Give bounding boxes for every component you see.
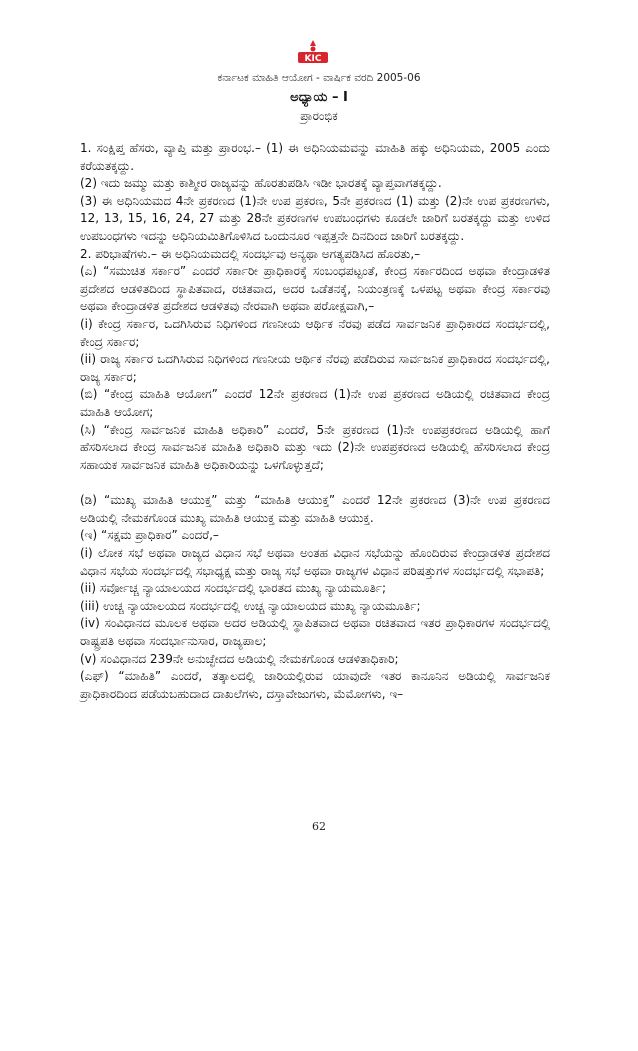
- clause-1-2-extent: (2) ಇದು ಜಮ್ಮು ಮತ್ತು ಕಾಶ್ಮೀರ ರಾಜ್ಯವನ್ನು ಹೊರತುಪಡಿಸಿ ಇಡೀ ಭಾರತಕ್ಕೆ ವ್ಯಾಪ್ತವಾಗತಕ್ಕದ್ದು.: [80, 176, 442, 191]
- clause-1-short-title: 1. ಸಂಕ್ಷಿಪ್ತ ಹೆಸರು, ವ್ಯಾಪ್ತಿ ಮತ್ತು ಪ್ರಾರಂಭ.– (1) ಈ ಅಧಿನಿಯಮವನ್ನು ಮಾಹಿತಿ ಹಕ್ಕು ಅಧಿನಿಯಮ, 2005 ಎಂದು ಕರೆಯತಕ್ಕದ್ದು.: [80, 141, 550, 173]
- definition-a: (ಎ) “ಸಮುಚಿತ ಸರ್ಕಾರ” ಎಂದರೆ ಸರ್ಕಾರೀ ಪ್ರಾಧಿಕಾರಕ್ಕೆ ಸಂಬಂಧಪಟ್ಟಂತೆ, ಕೇಂದ್ರ ಸರ್ಕಾರದಿಂದ ಅಥವಾ ಕೇಂದ್ರಾಡಳಿತ ಪ್ರದೇಶದ ಆಡಳಿತದಿಂದ ಸ್ಥಾಪಿತವಾದ, ರಚಿತವಾದ, ಅದರ ಒಡೆತನಕ್ಕೆ, ನಿಯಂತ್ರಣಕ್ಕೆ ಒಳಪಟ್ಟ ಅಥವಾ ಕೇಂದ್ರ ಸರ್ಕಾರವು ಅಥವಾ ಕೇಂದ್ರಾಡಳಿತ ಪ್ರದೇಶದ ಆಡಳಿತವು ನೇರವಾಗಿ ಅಥವಾ ಪರೋಕ್ಷವಾಗಿ,–: [80, 264, 550, 314]
- section-title: ಪ್ರಾರಂಭಿಕ: [300, 109, 338, 123]
- kic-logo: [293, 38, 333, 66]
- running-header: ಕರ್ನಾಟಕ ಮಾಹಿತಿ ಆಯೋಗ - ವಾರ್ಷಿಕ ವರದಿ 2005-06: [217, 72, 421, 84]
- logo-flame: [310, 40, 316, 46]
- page-number: 62: [312, 820, 326, 833]
- clause-1-3-commencement: (3) ಈ ಅಧಿನಿಯಮದ 4ನೇ ಪ್ರಕರಣದ (1)ನೇ ಉಪ ಪ್ರಕರಣ, 5ನೇ ಪ್ರಕರಣದ (1) ಮತ್ತು (2)ನೇ ಉಪ ಪ್ರಕರಣಗಳು, 12, 13, 15, 16, 24, 27 ಮತ್ತು 28ನೇ ಪ್ರಕರಣಗಳ ಉಪಬಂಧಗಳು ಕೂಡಲೇ ಜಾರಿಗೆ ಬರತಕ್ಕದ್ದು ಮತ್ತು ಉಳಿದ ಉಪಬಂಧಗಳು ಇದನ್ನು ಅಧಿನಿಯಮಿತಿಗೊಳಿಸಿದ ಒಂದುನೂರ ಇಪ್ಪತ್ತನೇ ದಿನದಿಂದ ಜಾರಿಗೆ ಬರತಕ್ಕದ್ದು.: [80, 193, 550, 243]
- paragraph-gap: [80, 474, 550, 492]
- clause-2-definitions: 2. ಪರಿಭಾಷೆಗಳು.– ಈ ಅಧಿನಿಯಮದಲ್ಲಿ ಸಂದರ್ಭವು ಅನ್ಯಥಾ ಅಗತ್ಯಪಡಿಸಿದ ಹೊರತು,–: [80, 246, 421, 261]
- definition-a-i: (i) ಕೇಂದ್ರ ಸರ್ಕಾರ, ಒದಗಿಸಿರುವ ನಿಧಿಗಳಿಂದ ಗಣನೀಯ ಆರ್ಥಿಕ ನೆರವು ಪಡೆದ ಸಾರ್ವಜನಿಕ ಪ್ರಾಧಿಕಾರದ ಸಂದರ್ಭದಲ್ಲಿ, ಕೇಂದ್ರ ಸರ್ಕಾರ;: [80, 316, 550, 349]
- definition-f: (ಎಫ್) “ಮಾಹಿತಿ” ಎಂದರೆ, ತತ್ಕಾಲದಲ್ಲಿ ಜಾರಿಯಲ್ಲಿರುವ ಯಾವುದೇ ಇತರ ಕಾನೂನಿನ ಅಡಿಯಲ್ಲಿ ಸಾರ್ವಜನಿಕ ಪ್ರಾಧಿಕಾರದಿಂದ ಪಡೆಯಬಹುದಾದ ದಾಖಲೆಗಳು, ದಸ್ತಾವೇಜುಗಳು, ಮೆಮೋಗಳು, ಇ–: [80, 669, 550, 701]
- definition-e-iv: (iv) ಸಂವಿಧಾನದ ಮೂಲಕ ಅಥವಾ ಅದರ ಅಡಿಯಲ್ಲಿ ಸ್ಥಾಪಿತವಾದ ಅಥವಾ ರಚಿತವಾದ ಇತರ ಪ್ರಾಧಿಕಾರಗಳ ಸಂದರ್ಭದಲ್ಲಿ ರಾಷ್ಟ್ರಪತಿ ಅಥವಾ ಸಂದರ್ಭಾನುಸಾರ, ರಾಜ್ಯಪಾಲ;: [80, 616, 550, 649]
- chapter-title: ಅಧ್ಯಾಯ – I: [290, 90, 348, 105]
- definition-e-i: (i) ಲೋಕ ಸಭೆ ಅಥವಾ ರಾಜ್ಯದ ವಿಧಾನ ಸಭೆ ಅಥವಾ ಅಂತಹ ವಿಧಾನ ಸಭೆಯನ್ನು ಹೊಂದಿರುವ ಕೇಂದ್ರಾಡಳಿತ ಪ್ರದೇಶದ ವಿಧಾನ ಸಭೆಯ ಸಂದರ್ಭದಲ್ಲಿ ಸಭಾಧ್ಯಕ್ಷ ಮತ್ತು ರಾಜ್ಯ ಸಭೆ ಅಥವಾ ರಾಜ್ಯಗಳ ವಿಧಾನ ಪರಿಷತ್ತುಗಳ ಸಂದರ್ಭದಲ್ಲಿ ಸಭಾಪತಿ;: [80, 546, 550, 578]
- document-body: [80, 140, 550, 703]
- definition-e-ii: (ii) ಸರ್ವೋಚ್ಚ ನ್ಯಾಯಾಲಯದ ಸಂದರ್ಭದಲ್ಲಿ ಭಾರತದ ಮುಖ್ಯ ನ್ಯಾಯಮೂರ್ತಿ;: [80, 581, 387, 596]
- definition-d: (ಡಿ) “ಮುಖ್ಯ ಮಾಹಿತಿ ಆಯುಕ್ತ” ಮತ್ತು “ಮಾಹಿತಿ ಆಯುಕ್ತ” ಎಂದರೆ 12ನೇ ಪ್ರಕರಣದ (3)ನೇ ಉಪ ಪ್ರಕರಣದ ಅಡಿಯಲ್ಲಿ ನೇಮಕಗೊಂಡ ಮುಖ್ಯ ಮಾಹಿತಿ ಆಯುಕ್ತ ಮತ್ತು ಮಾಹಿತಿ ಆಯುಕ್ತ.: [80, 493, 550, 525]
- logo-text: KIC: [304, 54, 322, 64]
- definition-e-v: (v) ಸಂವಿಧಾನದ 239ನೇ ಅನುಚ್ಛೇದದ ಅಡಿಯಲ್ಲಿ ನೇಮಕಗೊಂಡ ಆಡಳಿತಾಧಿಕಾರಿ;: [80, 651, 399, 666]
- definition-e: (ಇ) “ಸಕ್ಷಮ ಪ್ರಾಧಿಕಾರ” ಎಂದರೆ,–: [80, 528, 219, 543]
- definition-e-iii: (iii) ಉಚ್ಚ ನ್ಯಾಯಾಲಯದ ಸಂದರ್ಭದಲ್ಲಿ ಉಚ್ಚ ನ್ಯಾಯಾಲಯದ ಮುಖ್ಯ ನ್ಯಾಯಮೂರ್ತಿ;: [80, 598, 421, 613]
- definition-c: (ಸಿ) “ಕೇಂದ್ರ ಸಾರ್ವಜನಿಕ ಮಾಹಿತಿ ಅಧಿಕಾರಿ” ಎಂದರೆ, 5ನೇ ಪ್ರಕರಣದ (1)ನೇ ಉಪಪ್ರಕರಣದ ಅಡಿಯಲ್ಲಿ ಹಾಗೆ ಹೆಸರಿಸಲಾದ ಕೇಂದ್ರ ಸಾರ್ವಜನಿಕ ಮಾಹಿತಿ ಅಧಿಕಾರಿ ಮತ್ತು ಇದು (2)ನೇ ಉಪಪ್ರಕರಣದ ಅಡಿಯಲ್ಲಿ ಹೆಸರಿಸಲಾದ ಕೇಂದ್ರ ಸಹಾಯಕ ಸಾರ್ವಜನಿಕ ಮಾಹಿತಿ ಅಧಿಕಾರಿಯನ್ನು ಒಳಗೊಳ್ಳುತ್ತದೆ;: [80, 422, 550, 472]
- definition-a-ii: (ii) ರಾಜ್ಯ ಸರ್ಕಾರ ಒದಗಿಸಿರುವ ನಿಧಿಗಳಿಂದ ಗಣನೀಯ ಆರ್ಥಿಕ ನೆರವು ಪಡೆದಿರುವ ಸಾರ್ವಜನಿಕ ಪ್ರಾಧಿಕಾರದ ಸಂದರ್ಭದಲ್ಲಿ, ರಾಜ್ಯ ಸರ್ಕಾರ;: [80, 352, 550, 384]
- definition-b: (ಬಿ) “ಕೇಂದ್ರ ಮಾಹಿತಿ ಆಯೋಗ” ಎಂದರೆ 12ನೇ ಪ್ರಕರಣದ (1)ನೇ ಉಪ ಪ್ರಕರಣದ ಅಡಿಯಲ್ಲಿ ರಚಿತವಾದ ಕೇಂದ್ರ ಮಾಹಿತಿ ಆಯೋಗ;: [80, 387, 550, 419]
